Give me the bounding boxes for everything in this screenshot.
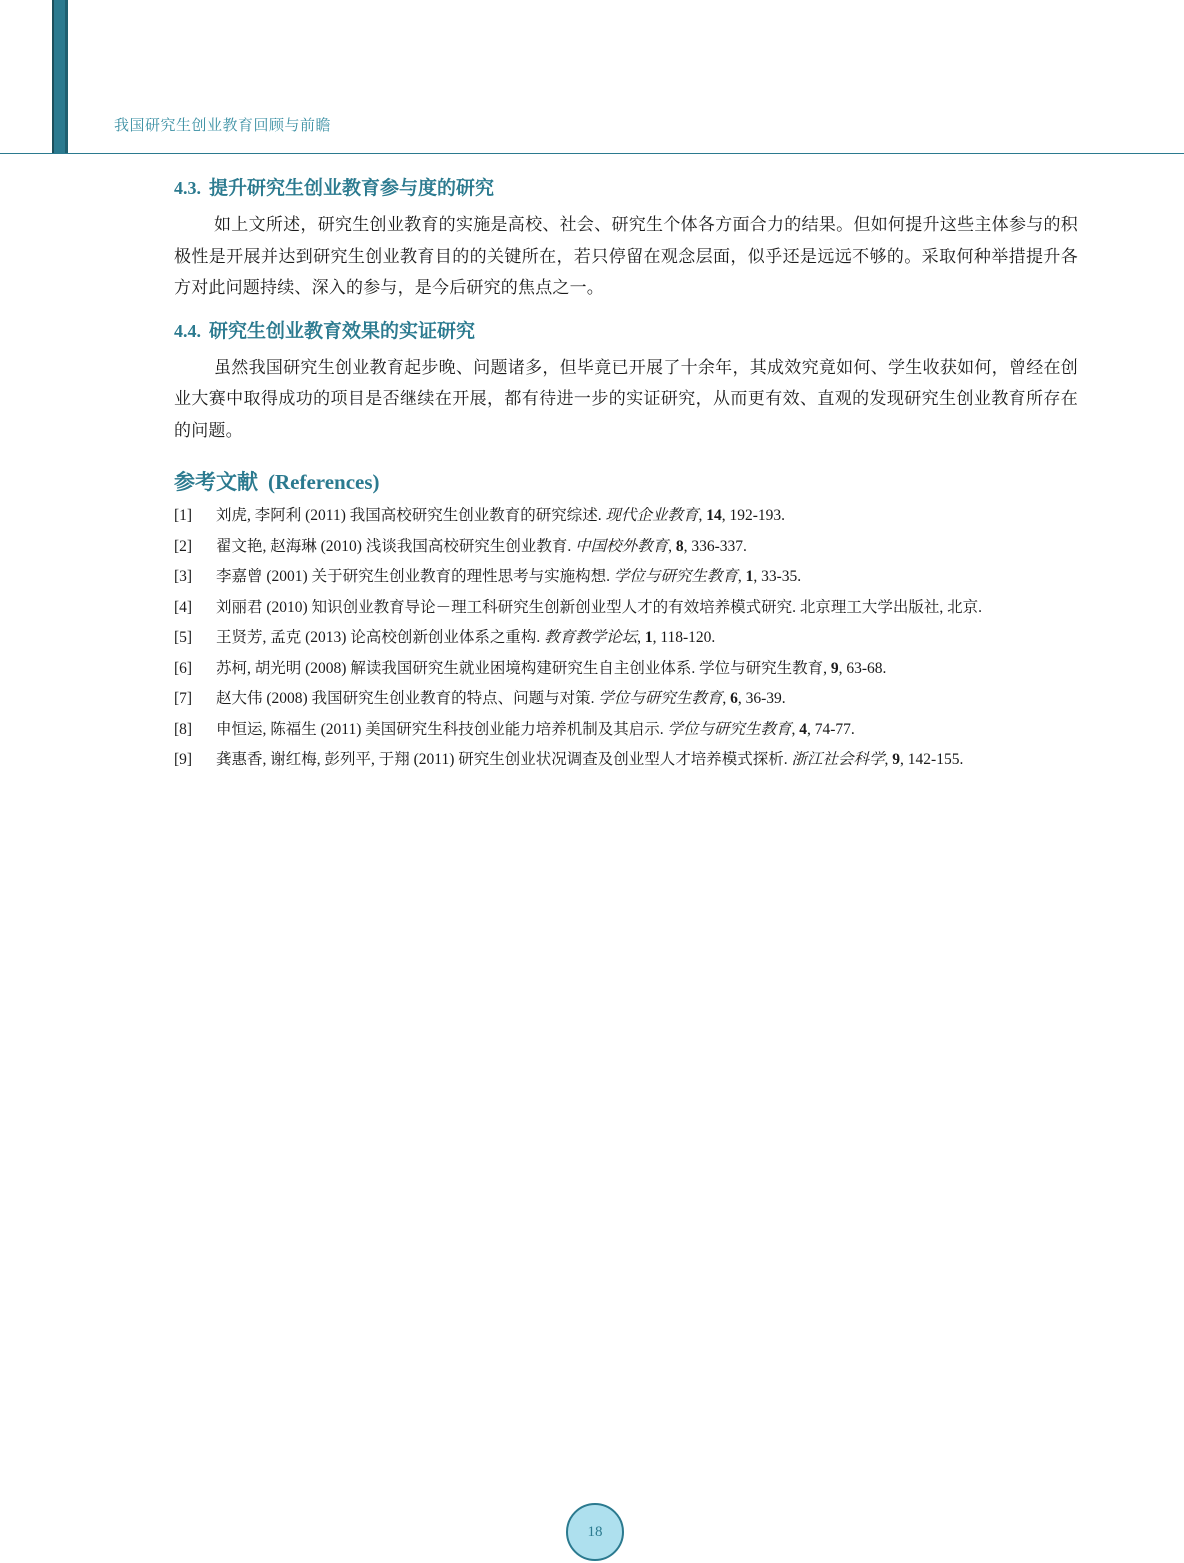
reference-journal: 中国校外教育 [575,537,669,555]
reference-number: [6] [174,659,193,677]
reference-pages: , 118-120. [652,629,716,646]
reference-journal: 学位与研究生教育 [613,568,738,585]
reference-number: [7] [174,690,193,707]
reference-pages: , 74-77. [807,720,855,738]
reference-text [216,658,1078,679]
references-heading-en: (References) [268,470,380,494]
reference-number: [1] [174,507,193,524]
section-number: 4.3. [174,178,201,198]
reference-sep: , [737,568,746,585]
reference-volume: 6 [730,690,738,707]
running-title: 我国研究生创业教育回顾与前瞻 [114,116,332,134]
reference-pages: , 336-337. [683,537,747,555]
reference-sep: , [722,690,731,707]
section-number: 4.4. [174,320,201,341]
reference-number: [8] [174,720,193,738]
reference-volume: 4 [799,720,808,738]
reference-main: 龚惠香, 谢红梅, 彭列平, 于翔 (2011) 研究生创业状况调查及创业型人才培养模式探析. [216,751,792,768]
header-rule [0,153,1184,154]
reference-item [174,749,1078,770]
reference-main: 王贤芳, 孟克 (2013) 论高校创新创业体系之重构. [216,629,545,646]
section-heading-4-3 [174,172,1078,204]
reference-sep: , [637,629,645,646]
reference-number: [5] [174,629,193,646]
reference-sep: , [668,537,676,555]
reference-main: 刘丽君 (2010) 知识创业教育导论－理工科研究生创新创业型人才的有效培养模式研究. 北京理工大学出版社, 北京. [216,598,982,616]
reference-journal: 教育教学论坛 [544,629,638,646]
reference-item [174,719,1078,740]
reference-pages: , 33-35. [753,568,802,585]
reference-text [216,749,1078,770]
section-heading-4-4 [174,315,1078,347]
reference-volume: 14 [706,507,722,524]
header-accent-bar-edge [52,0,54,153]
reference-volume: 1 [745,568,754,585]
reference-journal: 浙江社会科学 [791,751,885,768]
references-heading-cn: 参考文献 [174,470,258,494]
reference-text [216,627,1078,648]
reference-main: 申恒运, 陈福生 (2011) 美国研究生科技创业能力培养机制及其启示. [216,720,668,738]
reference-number: [4] [174,598,193,616]
reference-main: 李嘉曾 (2001) 关于研究生创业教育的理性思考与实施构想. [216,568,614,585]
reference-journal: 学位与研究生教育 [667,720,792,738]
section-title: 研究生创业教育效果的实证研究 [209,319,476,342]
reference-text [216,597,1078,618]
reference-text [216,719,1078,740]
reference-item [174,627,1078,648]
reference-pages: , 142-155. [900,751,964,768]
reference-item [174,536,1078,557]
reference-sep: , [884,751,893,768]
reference-sep: , [791,720,800,738]
header-accent-bar [52,0,68,153]
reference-journal: 学位与研究生教育 [598,690,723,707]
main-content [174,172,1078,780]
reference-list [174,505,1078,770]
references-heading [174,467,1078,497]
reference-pages: , 63-68. [838,659,887,677]
reference-main: 赵大伟 (2008) 我国研究生创业教育的特点、问题与对策. [216,690,599,707]
reference-main: 刘虎, 李阿利 (2011) 我国高校研究生创业教育的研究综述. [216,507,606,524]
reference-item [174,566,1078,587]
page-number: 18 [566,1503,624,1561]
reference-item [174,688,1078,709]
reference-journal: 现代企业教育 [605,507,699,524]
reference-item [174,597,1078,618]
reference-sep: , [698,507,707,524]
reference-volume: 9 [830,659,839,677]
reference-main: 苏柯, 胡光明 (2008) 解读我国研究生就业困境构建研究生自主创业体系. 学位与研究生教育 [216,659,824,677]
reference-number: [3] [174,568,193,585]
reference-text [216,505,1078,526]
reference-number: [9] [174,751,193,768]
section-title: 提升研究生创业教育参与度的研究 [209,177,495,199]
reference-pages: , 36-39. [737,690,786,707]
section-4-3-paragraph: 如上文所述，研究生创业教育的实施是高校、社会、研究生个体各方面合力的结果。但如何提升这些主体参与的积极性是开展并达到研究生创业教育目的的关键所在，若只停留在观念层面，似乎还是远远不够的。采取何种举措提升各方对此问题持续、深入的参与，是今后研究的焦点之一。 [174,215,1078,298]
reference-main: 翟文艳, 赵海琳 (2010) 浅谈我国高校研究生创业教育. [216,537,576,555]
reference-volume: 9 [892,751,901,768]
reference-pages: , 192-193. [721,507,786,524]
section-4-4-paragraph: 虽然我国研究生创业教育起步晚、问题诸多，但毕竟已开展了十余年，其成效究竟如何、学生收获如何，曾经在创业大赛中取得成功的项目是否继续在开展，都有待进一步的实证研究，从而更有效、直观的发现研究生创业教育所存在的问题。 [174,357,1078,441]
reference-item [174,658,1078,679]
reference-number: [2] [174,537,193,555]
reference-text [216,566,1078,587]
reference-item [174,505,1078,526]
reference-volume: 8 [675,537,684,555]
reference-text [216,688,1078,709]
reference-volume: 1 [644,629,653,646]
reference-sep: , [823,659,831,677]
reference-text [216,536,1078,557]
